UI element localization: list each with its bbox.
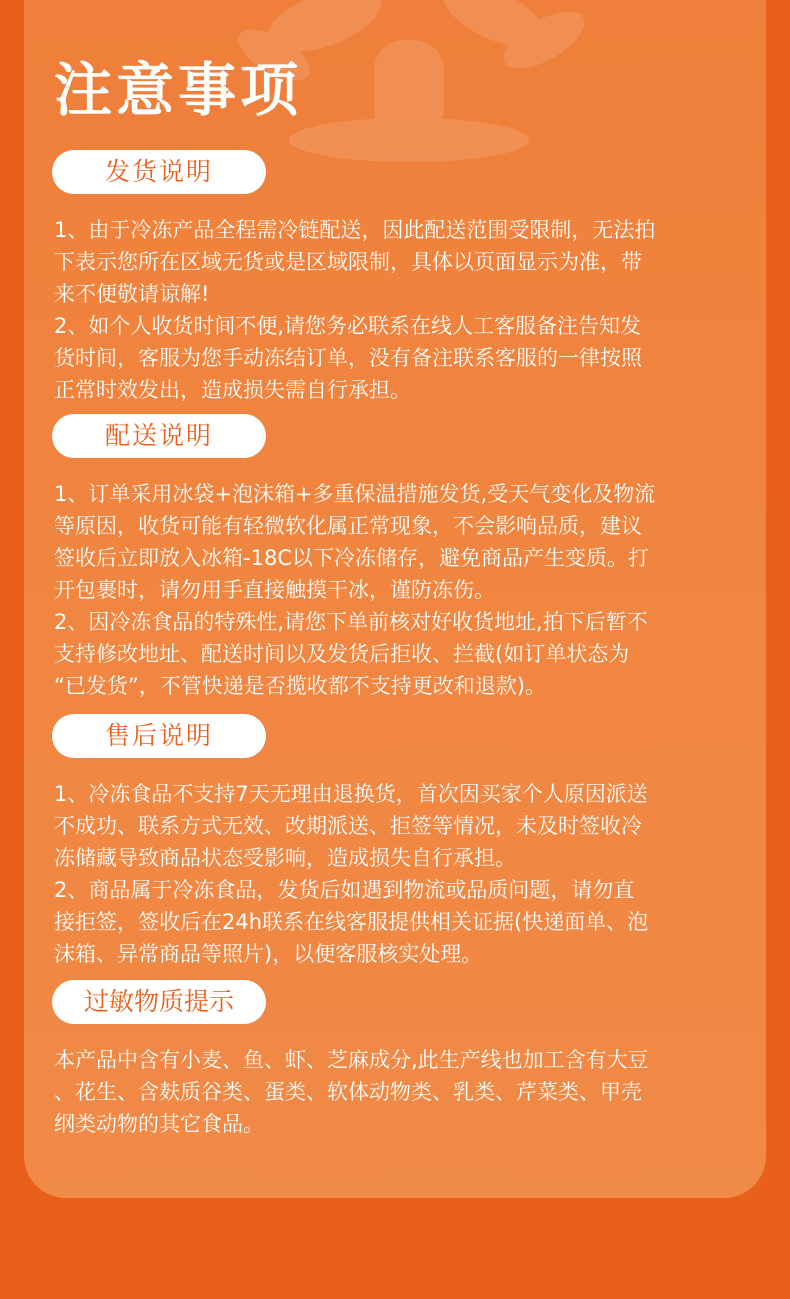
body-line: 货时间，客服为您手动冻结订单，没有备注联系客服的一律按照 [54, 346, 642, 370]
body-line: 来不便敬请谅解! [54, 282, 210, 306]
body-line: 支持修改地址、配送时间以及发货后拒收、拦截(如订单状态为 [54, 642, 630, 666]
notice-card [24, 0, 766, 1198]
body-line: 正常时效发出，造成损失需自行承担。 [54, 378, 411, 402]
body-line: 2、因冷冻食品的特殊性,请您下单前核对好收货地址,拍下后暂不 [54, 610, 648, 634]
body-line: 开包裹时，请勿用手直接触摸干冰，谨防冻伤。 [54, 578, 495, 602]
section-body [52, 214, 742, 406]
body-line: 1、由于冷冻产品全程需冷链配送，因此配送范围受限制，无法拍 [54, 218, 656, 242]
body-line: 1、冷冻食品不支持7天无理由退换货，首次因买家个人原因派送 [54, 782, 648, 806]
body-line: 纲类动物的其它食品。 [54, 1112, 264, 1136]
page-title: 注意事项 [54, 56, 303, 124]
section-body [52, 778, 742, 970]
body-line: 2、商品属于冷冻食品，发货后如遇到物流或品质问题，请勿直 [54, 878, 635, 902]
section-body [52, 478, 742, 702]
body-line: “已发货”，不管快递是否揽收都不支持更改和退款)。 [54, 674, 546, 698]
body-line: 等原因，收货可能有轻微软化属正常现象，不会影响品质，建议 [54, 514, 642, 538]
section-heading-pill: 发货说明 [52, 150, 266, 194]
section-heading-pill: 配送说明 [52, 414, 266, 458]
body-line: 不成功、联系方式无效、改期派送、拒签等情况，未及时签收冷 [54, 814, 642, 838]
section-after-sales [52, 714, 742, 970]
section-delivery [52, 414, 742, 702]
section-body [52, 1044, 742, 1140]
body-line: 签收后立即放入冰箱-18C以下冷冻储存，避免商品产生变质。打 [54, 546, 649, 570]
section-heading-pill: 售后说明 [52, 714, 266, 758]
body-line: 1、订单采用冰袋+泡沫箱+多重保温措施发货,受天气变化及物流 [54, 482, 656, 506]
body-line: 下表示您所在区域无货或是区域限制，具体以页面显示为准，带 [54, 250, 642, 274]
body-line: 冻储藏导致商品状态受影响，造成损失自行承担。 [54, 846, 516, 870]
body-line: 本产品中含有小麦、鱼、虾、芝麻成分,此生产线也加工含有大豆 [54, 1048, 649, 1072]
section-heading-pill: 过敏物质提示 [52, 980, 266, 1024]
body-line: 沫箱、异常商品等照片)，以便客服核实处理。 [54, 942, 483, 966]
body-line: 接拒签，签收后在24h联系在线客服提供相关证据(快递面单、泡 [54, 910, 649, 934]
section-allergen [52, 980, 742, 1140]
section-shipping [52, 150, 742, 406]
body-line: 2、如个人收货时间不便,请您务必联系在线人工客服备注告知发 [54, 314, 642, 338]
body-line: 、花生、含麸质谷类、蛋类、软体动物类、乳类、芹菜类、甲壳 [54, 1080, 642, 1104]
